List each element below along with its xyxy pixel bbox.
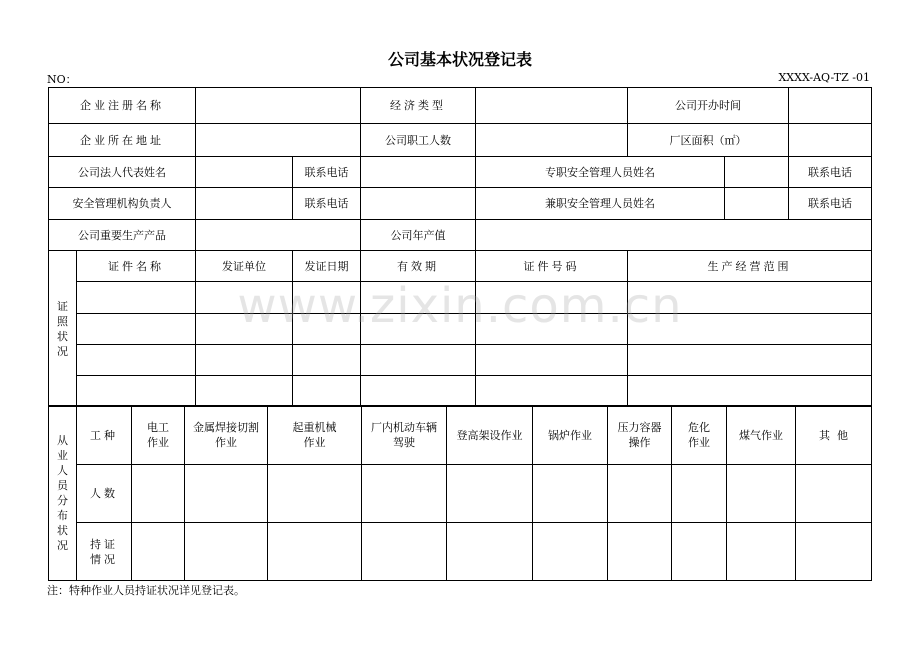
cert-cell[interactable] — [293, 345, 361, 376]
cert-status-cell[interactable] — [533, 523, 608, 581]
label-phone-3: 联系电话 — [293, 188, 361, 220]
cert-cell[interactable] — [361, 345, 476, 376]
cert-status-cell[interactable] — [672, 523, 727, 581]
cert-status-cell[interactable] — [796, 523, 872, 581]
cert-header-name: 证件名称 — [77, 251, 196, 282]
field-parttime-safety[interactable] — [725, 188, 789, 220]
cert-status-cell[interactable] — [132, 523, 185, 581]
field-annual-output[interactable] — [476, 220, 872, 251]
cert-cell[interactable] — [476, 345, 628, 376]
footnote: 注：特种作业人员持证状况详见登记表。 — [47, 584, 245, 597]
label-reg-name: 企业注册名称 — [49, 88, 196, 124]
watermark: www.zixin.com.cn — [237, 278, 683, 334]
count-label: 人数 — [77, 465, 132, 523]
label-address: 企业所在地址 — [49, 124, 196, 157]
worker-section-label — [49, 406, 77, 581]
job-vehicle — [362, 406, 447, 465]
form-title: 公司基本状况登记表 — [387, 50, 532, 69]
worker-distribution-table — [48, 405, 872, 581]
label-fulltime-safety: 专职安全管理人员姓名 — [476, 157, 725, 188]
cert-label-char: 况 — [57, 344, 68, 358]
label-plant-area: 厂区面积（㎡） — [628, 124, 789, 157]
job-line: 电工 — [147, 421, 169, 434]
field-staff-count[interactable] — [476, 124, 628, 157]
cert-status-cell[interactable] — [447, 523, 533, 581]
cert-status-cell[interactable] — [727, 523, 796, 581]
cert-cell[interactable] — [293, 376, 361, 407]
field-econ-type[interactable] — [476, 88, 628, 124]
count-cell[interactable] — [533, 465, 608, 523]
cert-header-number: 证件号码 — [476, 251, 628, 282]
count-cell[interactable] — [447, 465, 533, 523]
cert-header-issuer: 发证单位 — [196, 251, 293, 282]
field-plant-area[interactable] — [789, 124, 872, 157]
field-legal-rep[interactable] — [196, 157, 293, 188]
cert-status-cell[interactable] — [268, 523, 362, 581]
cert-row — [49, 376, 872, 407]
label-phone-1: 联系电话 — [293, 157, 361, 188]
basic-info-table — [48, 87, 872, 407]
label-parttime-safety: 兼职安全管理人员姓名 — [476, 188, 725, 220]
cert-cell[interactable] — [196, 376, 293, 407]
worker-label-char: 布 — [57, 509, 68, 522]
label-open-time: 公司开办时间 — [628, 88, 789, 124]
job-line: 操作 — [628, 436, 651, 449]
worker-label-char: 况 — [57, 539, 68, 552]
job-welding — [185, 406, 268, 465]
field-address[interactable] — [196, 124, 361, 157]
job-line: 金属焊接切割 — [193, 421, 259, 434]
cert-status-cell[interactable] — [362, 523, 447, 581]
field-phone-1[interactable] — [361, 157, 476, 188]
job-line: 作业 — [215, 436, 237, 449]
job-line: 煤气作业 — [739, 428, 783, 442]
label-staff-count: 公司职工人数 — [361, 124, 476, 157]
cert-label-char: 状 — [57, 329, 68, 343]
field-main-products[interactable] — [196, 220, 361, 251]
job-line: 作业 — [303, 436, 326, 449]
job-line: 作业 — [147, 436, 169, 449]
cert-cell[interactable] — [628, 376, 872, 407]
cert-status-label — [77, 523, 132, 581]
cert-cell[interactable] — [476, 376, 628, 407]
job-line: 危化 — [688, 421, 710, 434]
label-safety-head: 安全管理机构负责人 — [49, 188, 196, 220]
cert-label-char: 证 — [57, 299, 68, 313]
job-line: 起重机械 — [292, 421, 337, 434]
job-hazchem — [672, 406, 727, 465]
cert-status-line: 持证 — [90, 537, 118, 551]
form-number-label: NO： — [47, 73, 77, 86]
label-econ-type: 经济类型 — [361, 88, 476, 124]
count-cell[interactable] — [608, 465, 672, 523]
cert-status-cell[interactable] — [185, 523, 268, 581]
cert-header-issue-date: 发证日期 — [293, 251, 361, 282]
count-cell[interactable] — [185, 465, 268, 523]
job-line: 厂内机动车辆 — [371, 421, 437, 434]
job-height-work — [447, 406, 533, 465]
count-cell[interactable] — [672, 465, 727, 523]
job-lifting — [268, 406, 362, 465]
job-line: 锅炉作业 — [548, 428, 592, 442]
cert-label-char: 照 — [57, 314, 68, 328]
cert-cell[interactable] — [628, 345, 872, 376]
label-phone-4: 联系电话 — [789, 188, 872, 220]
worker-label-char: 人 — [57, 464, 68, 477]
label-phone-2: 联系电话 — [789, 157, 872, 188]
form-code: XXXX-AQ-TZ -01 — [778, 71, 870, 84]
job-pressure-vessel — [608, 406, 672, 465]
count-cell[interactable] — [727, 465, 796, 523]
worker-label-char: 分 — [57, 494, 68, 507]
field-open-time[interactable] — [789, 88, 872, 124]
job-gas — [727, 406, 796, 465]
label-legal-rep: 公司法人代表姓名 — [49, 157, 196, 188]
cert-header-validity: 有效期 — [361, 251, 476, 282]
job-other — [796, 406, 872, 465]
worker-label-char: 业 — [57, 449, 68, 462]
job-boiler — [533, 406, 608, 465]
worker-label-char: 从 — [57, 434, 68, 447]
worker-label-char: 员 — [57, 479, 68, 492]
field-reg-name[interactable] — [196, 88, 361, 124]
cert-status-cell[interactable] — [608, 523, 672, 581]
job-electrician — [132, 406, 185, 465]
job-line: 作业 — [688, 436, 710, 449]
label-annual-output: 公司年产值 — [361, 220, 476, 251]
count-cell[interactable] — [268, 465, 362, 523]
cert-status-line: 情况 — [90, 552, 118, 566]
field-phone-3[interactable] — [361, 188, 476, 220]
count-cell[interactable] — [362, 465, 447, 523]
job-line: 登高架设作业 — [456, 428, 523, 442]
job-line: 驾驶 — [393, 436, 415, 449]
cert-header-scope: 生产经营范围 — [628, 251, 872, 282]
field-safety-head[interactable] — [196, 188, 293, 220]
cert-row — [49, 345, 872, 376]
count-cell[interactable] — [132, 465, 185, 523]
job-line: 其 他 — [819, 428, 848, 442]
cert-cell[interactable] — [77, 376, 196, 407]
cert-cell[interactable] — [196, 345, 293, 376]
job-type-label: 工种 — [77, 406, 132, 465]
cert-cell[interactable] — [361, 376, 476, 407]
label-main-products: 公司重要生产产品 — [49, 220, 196, 251]
job-line: 压力容器 — [617, 421, 662, 434]
cert-cell[interactable] — [77, 345, 196, 376]
worker-label-char: 状 — [57, 524, 68, 537]
field-fulltime-safety[interactable] — [725, 157, 789, 188]
count-cell[interactable] — [796, 465, 872, 523]
